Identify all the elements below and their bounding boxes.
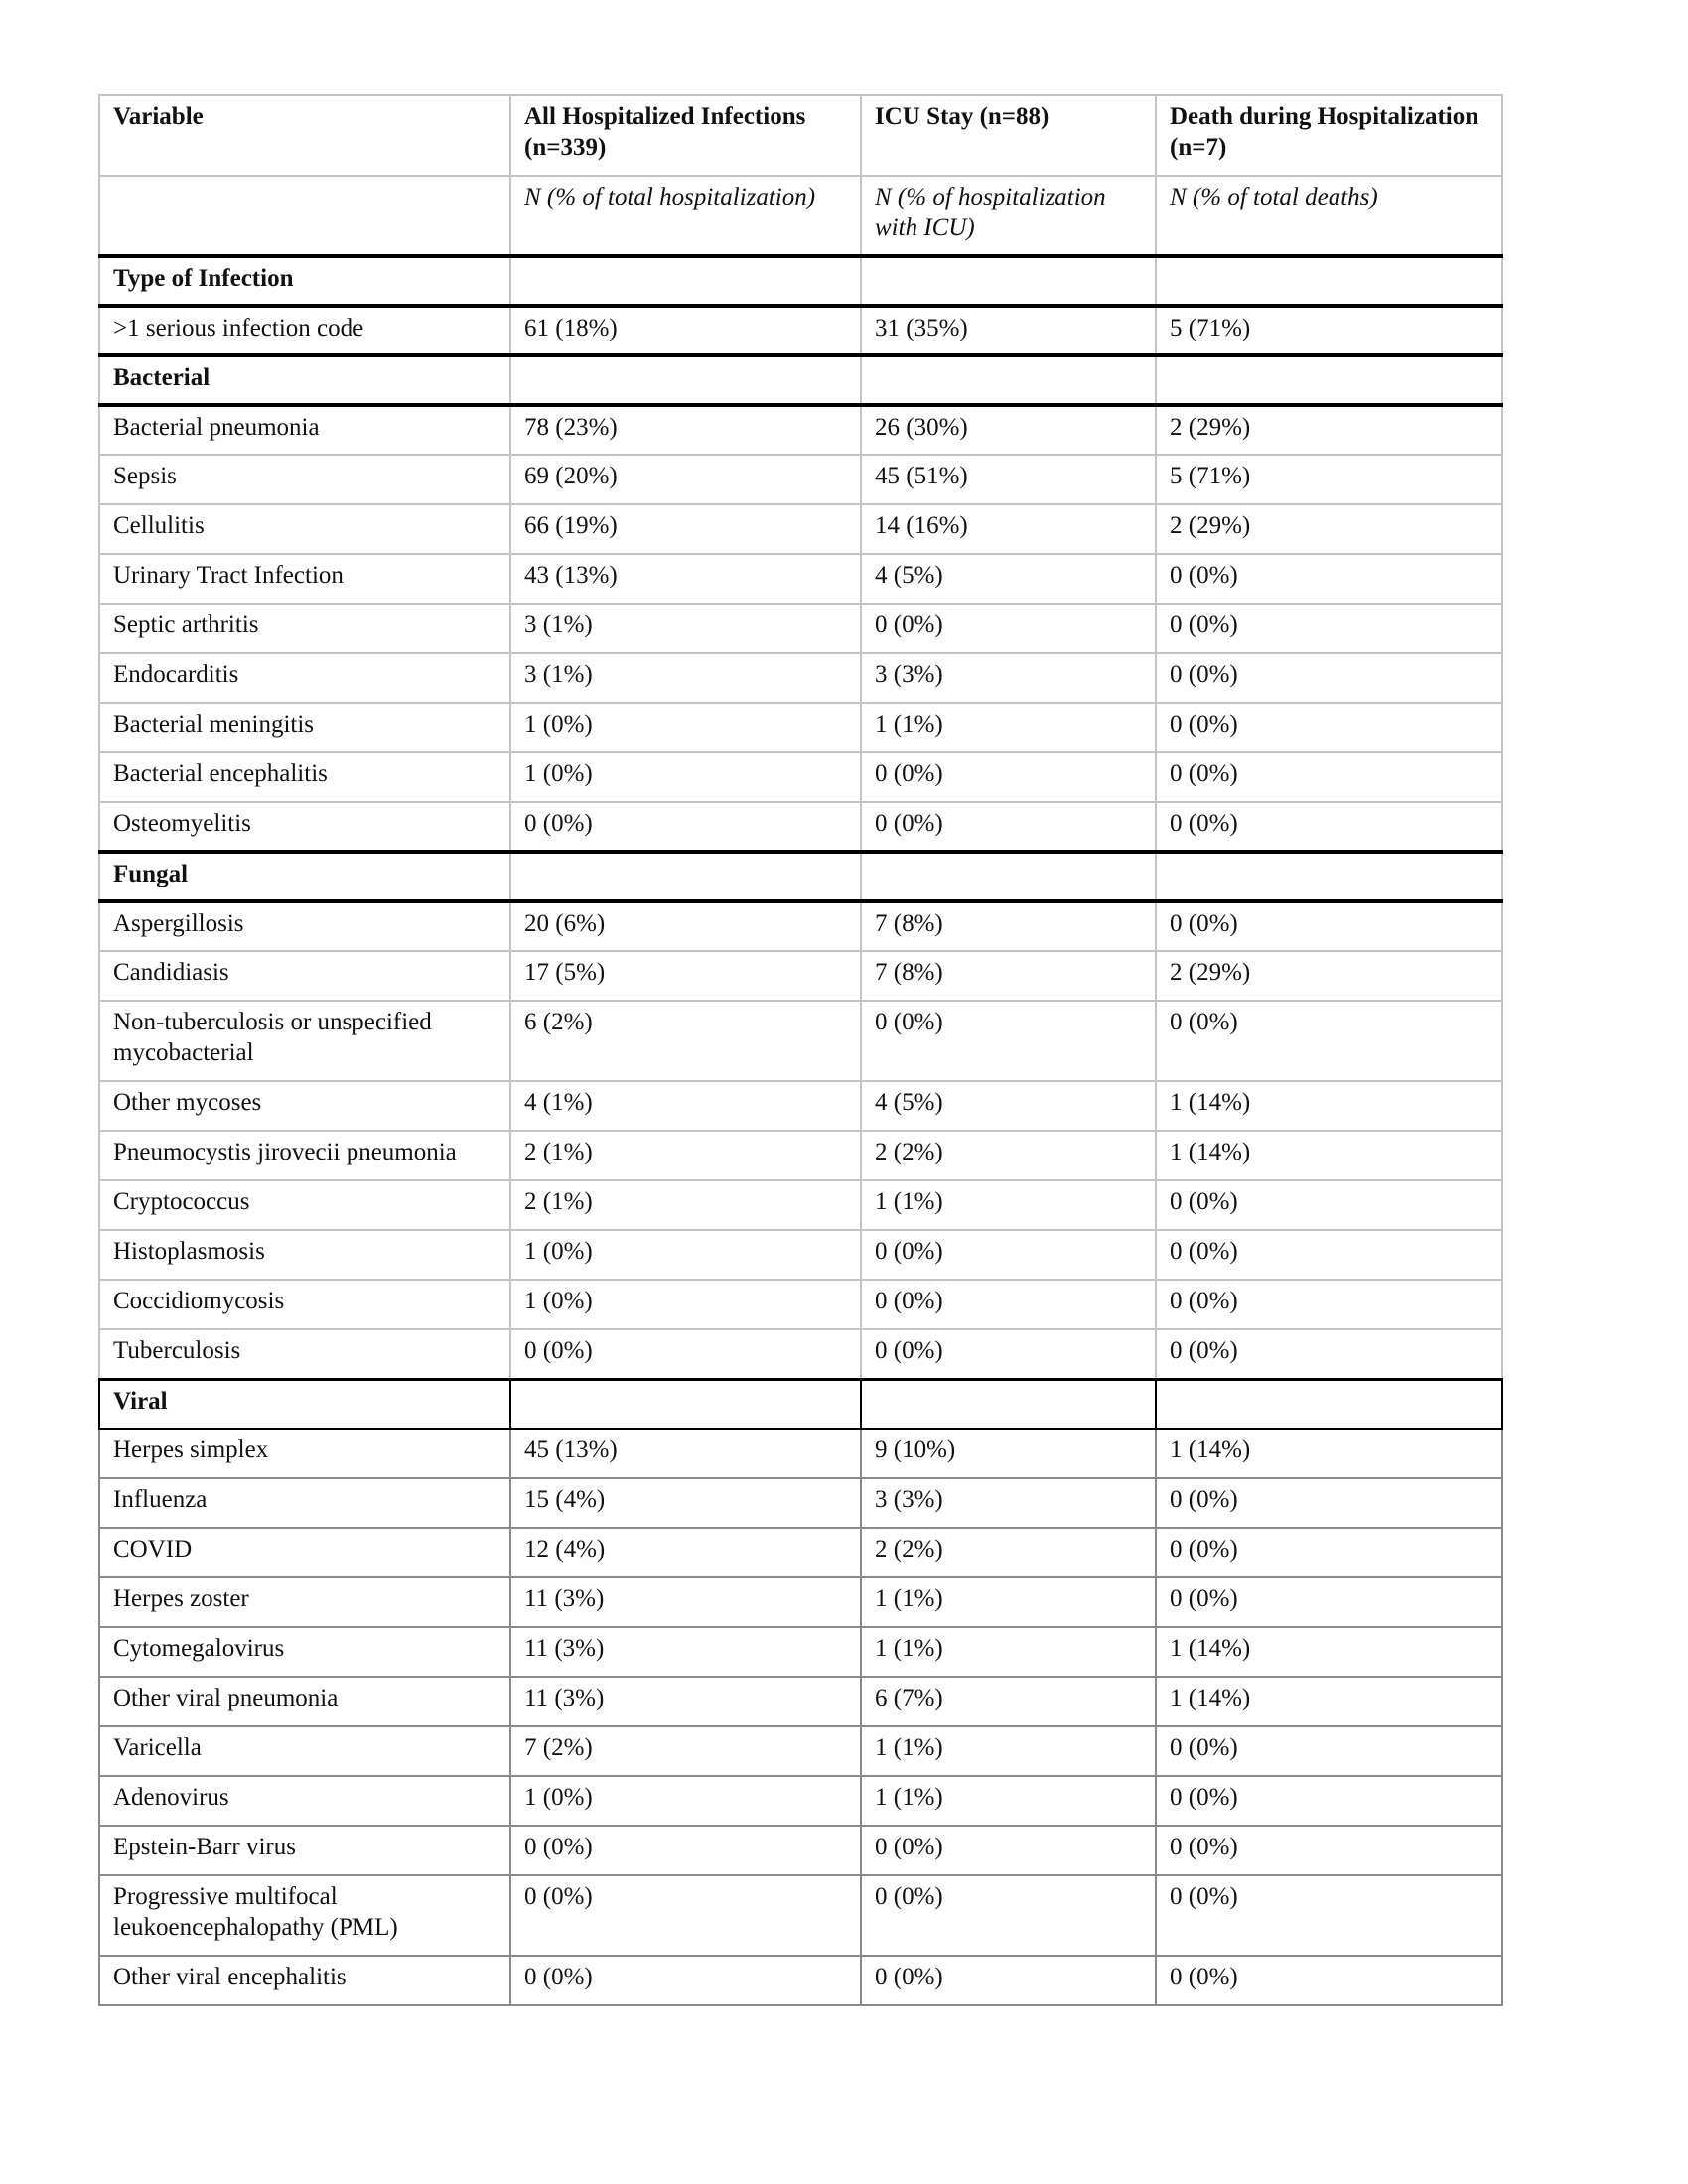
- cell-icu-stay: 7 (8%): [861, 901, 1156, 951]
- cell-all-hospitalized: 4 (1%): [510, 1081, 861, 1131]
- cell-variable: Herpes zoster: [99, 1577, 510, 1627]
- cell-icu-stay: 1 (1%): [861, 1776, 1156, 1826]
- cell-variable: Adenovirus: [99, 1776, 510, 1826]
- table-row: [99, 1131, 1502, 1180]
- cell-variable: Urinary Tract Infection: [99, 554, 510, 604]
- cell-variable: Sepsis: [99, 455, 510, 504]
- cell-all-hospitalized: 11 (3%): [510, 1577, 861, 1627]
- cell-variable: Herpes simplex: [99, 1429, 510, 1478]
- table-row: [99, 1875, 1502, 1956]
- cell-all-hospitalized: 66 (19%): [510, 504, 861, 554]
- section-type-of-infection: [99, 256, 1502, 355]
- section-label: Fungal: [99, 852, 510, 901]
- cell-variable: Cryptococcus: [99, 1180, 510, 1230]
- empty-cell: [861, 355, 1156, 405]
- cell-all-hospitalized: 1 (0%): [510, 703, 861, 752]
- cell-all-hospitalized: 0 (0%): [510, 1329, 861, 1379]
- cell-icu-stay: 4 (5%): [861, 1081, 1156, 1131]
- header-row: [99, 95, 1502, 176]
- section-label: Viral: [99, 1379, 510, 1429]
- cell-icu-stay: 45 (51%): [861, 455, 1156, 504]
- cell-icu-stay: 0 (0%): [861, 1329, 1156, 1379]
- cell-variable: Non-tuberculosis or unspecified mycobacterial: [99, 1001, 510, 1081]
- cell-icu-stay: 1 (1%): [861, 1627, 1156, 1677]
- table-row: [99, 1230, 1502, 1280]
- cell-death: 0 (0%): [1156, 1528, 1502, 1577]
- cell-variable: Other mycoses: [99, 1081, 510, 1131]
- cell-all-hospitalized: 7 (2%): [510, 1726, 861, 1776]
- cell-all-hospitalized: 2 (1%): [510, 1180, 861, 1230]
- cell-icu-stay: 26 (30%): [861, 405, 1156, 455]
- cell-icu-stay: 3 (3%): [861, 1478, 1156, 1528]
- table-row: [99, 901, 1502, 951]
- cell-death: 2 (29%): [1156, 405, 1502, 455]
- cell-death: 0 (0%): [1156, 1726, 1502, 1776]
- table-row: [99, 405, 1502, 455]
- empty-cell: [510, 852, 861, 901]
- cell-death: 5 (71%): [1156, 455, 1502, 504]
- table-row: [99, 1180, 1502, 1230]
- cell-variable: Varicella: [99, 1726, 510, 1776]
- table-row: [99, 802, 1502, 852]
- empty-cell: [510, 355, 861, 405]
- subheader-variable: [99, 176, 510, 256]
- cell-death: 0 (0%): [1156, 1875, 1502, 1956]
- cell-variable: Tuberculosis: [99, 1329, 510, 1379]
- table-row: [99, 1956, 1502, 2005]
- cell-icu-stay: 0 (0%): [861, 1001, 1156, 1081]
- cell-death: 2 (29%): [1156, 951, 1502, 1001]
- table-row: [99, 1776, 1502, 1826]
- cell-death: 0 (0%): [1156, 604, 1502, 653]
- cell-death: 0 (0%): [1156, 1577, 1502, 1627]
- cell-death: 0 (0%): [1156, 1776, 1502, 1826]
- cell-icu-stay: 14 (16%): [861, 504, 1156, 554]
- section-header-row: [99, 355, 1502, 405]
- table-row: [99, 455, 1502, 504]
- table-row: [99, 1577, 1502, 1627]
- empty-cell: [1156, 1379, 1502, 1429]
- cell-icu-stay: 1 (1%): [861, 1726, 1156, 1776]
- section-bacterial: [99, 355, 1502, 852]
- cell-icu-stay: 0 (0%): [861, 1826, 1156, 1875]
- cell-icu-stay: 6 (7%): [861, 1677, 1156, 1726]
- section-label: Bacterial: [99, 355, 510, 405]
- empty-cell: [1156, 852, 1502, 901]
- table-row: [99, 1329, 1502, 1379]
- cell-icu-stay: 3 (3%): [861, 653, 1156, 703]
- cell-death: 0 (0%): [1156, 1826, 1502, 1875]
- cell-icu-stay: 7 (8%): [861, 951, 1156, 1001]
- cell-variable: Progressive multifocal leukoencephalopathy (PML): [99, 1875, 510, 1956]
- cell-variable: Aspergillosis: [99, 901, 510, 951]
- cell-all-hospitalized: 6 (2%): [510, 1001, 861, 1081]
- table-row: [99, 306, 1502, 355]
- table-row: [99, 951, 1502, 1001]
- cell-all-hospitalized: 12 (4%): [510, 1528, 861, 1577]
- empty-cell: [510, 256, 861, 306]
- cell-icu-stay: 0 (0%): [861, 802, 1156, 852]
- cell-all-hospitalized: 61 (18%): [510, 306, 861, 355]
- cell-all-hospitalized: 11 (3%): [510, 1677, 861, 1726]
- cell-death: 0 (0%): [1156, 653, 1502, 703]
- table-row: [99, 1280, 1502, 1329]
- cell-icu-stay: 1 (1%): [861, 1577, 1156, 1627]
- cell-icu-stay: 2 (2%): [861, 1131, 1156, 1180]
- cell-icu-stay: 0 (0%): [861, 604, 1156, 653]
- cell-all-hospitalized: 43 (13%): [510, 554, 861, 604]
- cell-variable: Septic arthritis: [99, 604, 510, 653]
- empty-cell: [861, 1379, 1156, 1429]
- cell-icu-stay: 1 (1%): [861, 1180, 1156, 1230]
- cell-variable: Other viral pneumonia: [99, 1677, 510, 1726]
- cell-icu-stay: 0 (0%): [861, 752, 1156, 802]
- table-row: [99, 1528, 1502, 1577]
- table-row: [99, 1478, 1502, 1528]
- cell-icu-stay: 0 (0%): [861, 1956, 1156, 2005]
- cell-all-hospitalized: 0 (0%): [510, 802, 861, 852]
- cell-death: 0 (0%): [1156, 901, 1502, 951]
- cell-all-hospitalized: 17 (5%): [510, 951, 861, 1001]
- cell-death: 0 (0%): [1156, 1478, 1502, 1528]
- cell-all-hospitalized: 3 (1%): [510, 653, 861, 703]
- cell-variable: Endocarditis: [99, 653, 510, 703]
- cell-death: 2 (29%): [1156, 504, 1502, 554]
- table-row: [99, 1726, 1502, 1776]
- cell-all-hospitalized: 3 (1%): [510, 604, 861, 653]
- section-viral: [99, 1379, 1502, 2005]
- cell-icu-stay: 9 (10%): [861, 1429, 1156, 1478]
- cell-variable: Epstein-Barr virus: [99, 1826, 510, 1875]
- cell-death: 0 (0%): [1156, 1329, 1502, 1379]
- cell-all-hospitalized: 15 (4%): [510, 1478, 861, 1528]
- cell-icu-stay: 0 (0%): [861, 1230, 1156, 1280]
- empty-cell: [861, 256, 1156, 306]
- empty-cell: [510, 1379, 861, 1429]
- cell-icu-stay: 1 (1%): [861, 703, 1156, 752]
- cell-variable: Osteomyelitis: [99, 802, 510, 852]
- section-label: Type of Infection: [99, 256, 510, 306]
- header-death: Death during Hospitalization (n=7): [1156, 95, 1502, 176]
- cell-variable: COVID: [99, 1528, 510, 1577]
- section-header-row: [99, 256, 1502, 306]
- table-row: [99, 1001, 1502, 1081]
- table-row: [99, 653, 1502, 703]
- cell-all-hospitalized: 0 (0%): [510, 1956, 861, 2005]
- cell-all-hospitalized: 20 (6%): [510, 901, 861, 951]
- subheader-row: [99, 176, 1502, 256]
- header-icu-stay: ICU Stay (n=88): [861, 95, 1156, 176]
- cell-icu-stay: 0 (0%): [861, 1875, 1156, 1956]
- cell-all-hospitalized: 11 (3%): [510, 1627, 861, 1677]
- cell-death: 0 (0%): [1156, 703, 1502, 752]
- cell-death: 5 (71%): [1156, 306, 1502, 355]
- section-header-row: [99, 852, 1502, 901]
- cell-all-hospitalized: 0 (0%): [510, 1875, 861, 1956]
- cell-death: 1 (14%): [1156, 1677, 1502, 1726]
- header-all-hospitalized: All Hospitalized Infections (n=339): [510, 95, 861, 176]
- cell-death: 0 (0%): [1156, 1180, 1502, 1230]
- table-row: [99, 1627, 1502, 1677]
- cell-icu-stay: 0 (0%): [861, 1280, 1156, 1329]
- table-row: [99, 504, 1502, 554]
- cell-icu-stay: 31 (35%): [861, 306, 1156, 355]
- cell-all-hospitalized: 1 (0%): [510, 1776, 861, 1826]
- cell-death: 0 (0%): [1156, 554, 1502, 604]
- cell-all-hospitalized: 2 (1%): [510, 1131, 861, 1180]
- subheader-all-hospitalized: N (% of total hospitalization): [510, 176, 861, 256]
- cell-death: 1 (14%): [1156, 1131, 1502, 1180]
- cell-all-hospitalized: 1 (0%): [510, 1230, 861, 1280]
- cell-death: 0 (0%): [1156, 1230, 1502, 1280]
- table-row: [99, 1677, 1502, 1726]
- table-row: [99, 703, 1502, 752]
- cell-icu-stay: 2 (2%): [861, 1528, 1156, 1577]
- empty-cell: [1156, 355, 1502, 405]
- cell-death: 0 (0%): [1156, 752, 1502, 802]
- table-row: [99, 604, 1502, 653]
- cell-death: 0 (0%): [1156, 1001, 1502, 1081]
- cell-variable: Pneumocystis jirovecii pneumonia: [99, 1131, 510, 1180]
- cell-death: 1 (14%): [1156, 1627, 1502, 1677]
- table-row: [99, 1826, 1502, 1875]
- cell-all-hospitalized: 1 (0%): [510, 1280, 861, 1329]
- subheader-icu-stay: N (% of hospitalization with ICU): [861, 176, 1156, 256]
- cell-variable: Bacterial pneumonia: [99, 405, 510, 455]
- cell-death: 1 (14%): [1156, 1429, 1502, 1478]
- cell-variable: Histoplasmosis: [99, 1230, 510, 1280]
- empty-cell: [1156, 256, 1502, 306]
- cell-death: 0 (0%): [1156, 802, 1502, 852]
- infection-outcomes-table: [98, 94, 1503, 2006]
- cell-variable: Influenza: [99, 1478, 510, 1528]
- cell-all-hospitalized: 45 (13%): [510, 1429, 861, 1478]
- subheader-death: N (% of total deaths): [1156, 176, 1502, 256]
- cell-variable: Cytomegalovirus: [99, 1627, 510, 1677]
- cell-all-hospitalized: 69 (20%): [510, 455, 861, 504]
- cell-all-hospitalized: 78 (23%): [510, 405, 861, 455]
- cell-variable: Other viral encephalitis: [99, 1956, 510, 2005]
- cell-variable: Cellulitis: [99, 504, 510, 554]
- empty-cell: [861, 852, 1156, 901]
- cell-variable: Coccidiomycosis: [99, 1280, 510, 1329]
- section-header-row: [99, 1379, 1502, 1429]
- table-row: [99, 752, 1502, 802]
- cell-icu-stay: 4 (5%): [861, 554, 1156, 604]
- cell-variable: >1 serious infection code: [99, 306, 510, 355]
- cell-variable: Candidiasis: [99, 951, 510, 1001]
- header-variable: Variable: [99, 95, 510, 176]
- table-row: [99, 1081, 1502, 1131]
- cell-variable: Bacterial encephalitis: [99, 752, 510, 802]
- table-row: [99, 554, 1502, 604]
- section-fungal: [99, 852, 1502, 1379]
- table-row: [99, 1429, 1502, 1478]
- cell-death: 0 (0%): [1156, 1280, 1502, 1329]
- cell-all-hospitalized: 0 (0%): [510, 1826, 861, 1875]
- cell-death: 0 (0%): [1156, 1956, 1502, 2005]
- cell-all-hospitalized: 1 (0%): [510, 752, 861, 802]
- cell-death: 1 (14%): [1156, 1081, 1502, 1131]
- cell-variable: Bacterial meningitis: [99, 703, 510, 752]
